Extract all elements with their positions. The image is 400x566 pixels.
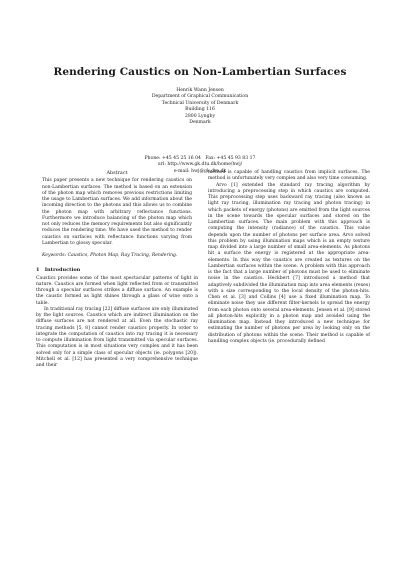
intro-paragraph-2: In traditional ray tracing [22] diffuse surfaces are only illuminated by the light sources. Caustics which are indirect illumination on the diffuse surfaces are not rendered at all. Even the stochastic ray tracing methods [5, 8] cannot render caustics properly. In order to integrate the computation of caustics into ray tracing it is necessary to compute illumination from light transmitted via specular surfaces. This computation is in most situations very complex and it has been solved only for a simple class of specular objects (ie. polygons [20]). Mitchell et al. [12] has presented a very comprehensive technique and their (36, 306, 198, 368)
contact-phone: Phone: +45 45 25 16 04 Fax: +45 45 93 83 17 (144, 156, 256, 161)
abstract-heading: Abstract (106, 170, 128, 176)
right-paragraph-2: Arvo [1] extended the standard ray tracing algorithm by introducing a preprocessing step in which caustics are computed. This preprocessing step uses backward ray tracing (also known as light ray tracing, illumination ray tracing and photon tracing) in which packets of energy (photons) are emitted from the light sources in the scene towards the specular surfaces and stored on the Lambertian surfaces. The main problem with this approach is computing the intensity (radiance) of the caustics. This value depends upon the number of photons per surface area. Arvo solved this problem by using illumination maps which is an empty texture map divided into a large number of small area-elements. As photons hit a surface the energy is registered at the appropriate area-elements. In this way the caustics are created as textures on the Lambertian surfaces within the scene. A problem with this approach is the fact that a large number of photons must be used to eliminate noise in the caustics. Heckbert [7] introduced a method that adaptively subdivided the illumination map into area elements (rexes) with a size corresponding to the local density of the photon-hits. Chen et al. [3] and Collins [4] use a fixed illumination map. To eliminate noise they use different filter-kernels to spread the energy from each photon onto several area-elements. Jensen et al. [9] stored all photon-hits explicitly in a photon map and avoided using the illumination map. Instead they introduced a new technique for estimating the number of photons per area by looking only on the distribution of photons within the scene. Their method is capable of handling complex objects (ie. procedurally defined (208, 182, 370, 344)
contact-url: url: http://www.gk.dtu.dk/home/hwj/ (157, 162, 243, 168)
author-department: Department of Graphical Communication (151, 94, 249, 100)
intro-paragraph-1: Caustics provides some of the most spectacular patterns of light in nature. Caustics are formed when light reflected from or transmitted through a specular surfaces strikes a diffuse surface. An example is the caustic formed as light shines through a glass of wine onto a table. (36, 275, 198, 306)
right-column (208, 170, 370, 345)
author-building: Building 116 (185, 107, 215, 113)
author-country: Denmark (189, 120, 211, 126)
author-name: Henrik Wann Jensen (176, 88, 224, 93)
contact-email: e-mail: hwj@gk.dtu.dk (173, 168, 227, 174)
keywords-value: Caustics, Photon Map, Ray Tracing, Rendering. (67, 253, 178, 258)
keywords (36, 253, 198, 259)
right-paragraph-1: method is capable of handling caustics from implicit surfaces. The method is unfortunately very complex and also very time consuming. (208, 170, 370, 182)
keywords-label: Keywords: (42, 253, 67, 258)
author-city: 2800 Lyngby (184, 113, 216, 119)
paper-title: Rendering Caustics on Non-Lambertian Surfaces (53, 66, 347, 78)
author-block (0, 88, 400, 126)
abstract-text: This paper presents a new technique for rendering caustics on non-Lambertian surfaces. The method is based on an extension of the photon map which removes previous restrictions limiting the usage to Lambertian surfaces. We add information about the incoming direction to the photons and this allows us to combine the photon map with arbitrary reflectance functions. Furthermore we introduce balancing of the photon map which not only reduces the memory requirements but also significantly reduces the rendering time. We have used the method to render caustics on surfaces with reflectance functions varying from Lambertian to glossy specular. (42, 178, 192, 246)
author-university: Technical University of Denmark (161, 100, 239, 106)
left-column (36, 170, 198, 369)
section-heading-introduction: 1 Introduction (36, 267, 81, 274)
